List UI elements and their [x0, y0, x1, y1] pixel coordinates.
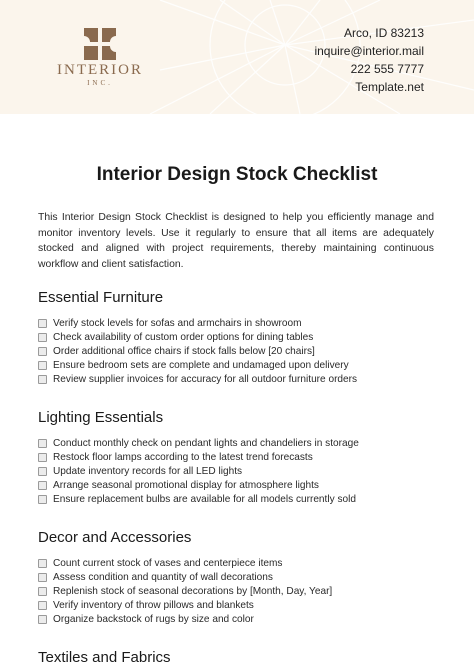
contact-email[interactable]: inquire@interior.mail: [314, 44, 424, 58]
checkbox[interactable]: [38, 601, 47, 610]
checkbox[interactable]: [38, 495, 47, 504]
checklist-item-label: Verify stock levels for sofas and armchairs in showroom: [53, 317, 302, 329]
section-lighting-essentials: [38, 408, 438, 507]
checklist-item-label: Ensure bedroom sets are complete and undamaged upon delivery: [53, 360, 349, 372]
checklist-item-label: Arrange seasonal promotional display for atmosphere lights: [53, 480, 319, 492]
letterhead: [0, 0, 474, 114]
checklist-item-label: Check availability of custom order options for dining tables: [53, 331, 314, 343]
section-decor-and-accessories: [38, 528, 438, 627]
checklist-item: [38, 344, 438, 358]
checkbox[interactable]: [38, 361, 47, 370]
checklist-item: [38, 316, 438, 330]
checklist-item: [38, 330, 438, 344]
checklist-item: [38, 464, 438, 478]
checklist-item: [38, 359, 438, 373]
section-heading: Lighting Essentials: [38, 409, 164, 426]
checklist-item-label: Replenish stock of seasonal decorations by [Month, Day, Year]: [53, 585, 333, 597]
checkbox[interactable]: [38, 559, 47, 568]
checklist-item-label: Order additional office chairs if stock falls below [20 chairs]: [53, 345, 315, 357]
checklist-item: [38, 373, 438, 387]
checkbox[interactable]: [38, 439, 47, 448]
checkbox[interactable]: [38, 615, 47, 624]
checklist-item-label: Conduct monthly check on pendant lights and chandeliers in storage: [53, 437, 359, 449]
contact-website[interactable]: Template.net: [355, 80, 424, 94]
checklist-item-label: Count current stock of vases and centerpiece items: [53, 557, 283, 569]
checkbox[interactable]: [38, 481, 47, 490]
checkbox[interactable]: [38, 375, 47, 384]
section-heading: Textiles and Fabrics: [38, 649, 171, 666]
checklist: [38, 556, 438, 627]
checklist-item-label: Update inventory records for all LED lights: [53, 465, 243, 477]
contact-phone: 222 555 7777: [350, 62, 424, 76]
checklist-item: [38, 570, 438, 584]
document-intro: This Interior Design Stock Checklist is designed to help you efficiently manage and monitor inventory levels. Use it regularly to ensure that all items are adequately stocked and aligned with project requirements, thereby maintaining continuous workflow and client satisfaction.: [38, 212, 434, 270]
checklist-item: [38, 613, 438, 627]
logo-mark-icon: [84, 28, 116, 60]
document-title: Interior Design Stock Checklist: [96, 164, 378, 185]
checkbox[interactable]: [38, 347, 47, 356]
checklist-item-label: Organize backstock of rugs by size and color: [53, 614, 254, 626]
checklist-item: [38, 479, 438, 493]
checklist-item: [38, 584, 438, 598]
checklist-item-label: Assess condition and quantity of wall decorations: [53, 571, 273, 583]
section-essential-furniture: [38, 288, 438, 387]
checkbox[interactable]: [38, 453, 47, 462]
checkbox[interactable]: [38, 467, 47, 476]
checkbox[interactable]: [38, 573, 47, 582]
contact-address: Arco, ID 83213: [343, 26, 424, 40]
checklist-item: [38, 599, 438, 613]
checklist-item-label: Verify inventory of throw pillows and blankets: [53, 600, 254, 612]
checklist-item-label: Ensure replacement bulbs are available for all models currently sold: [53, 494, 356, 506]
checklist: [38, 436, 438, 507]
checkbox[interactable]: [38, 333, 47, 342]
checklist-item: [38, 556, 438, 570]
checklist-item: [38, 493, 438, 507]
company-logo: [50, 28, 150, 87]
checklist-item: [38, 436, 438, 450]
checklist-item-label: Restock floor lamps according to the latest trend forecasts: [53, 451, 313, 463]
contact-info: [314, 24, 424, 96]
checklist: [38, 316, 438, 387]
section-heading: Essential Furniture: [38, 289, 164, 306]
brand-subtitle: INC.: [87, 79, 113, 87]
checklist-item-label: Review supplier invoices for accuracy for all outdoor furniture orders: [53, 374, 358, 386]
checklist-item: [38, 450, 438, 464]
checkbox[interactable]: [38, 319, 47, 328]
section-heading: Decor and Accessories: [38, 529, 192, 546]
section-textiles-and-fabrics: [38, 648, 438, 668]
checkbox[interactable]: [38, 587, 47, 596]
brand-name: INTERIOR: [57, 62, 143, 78]
